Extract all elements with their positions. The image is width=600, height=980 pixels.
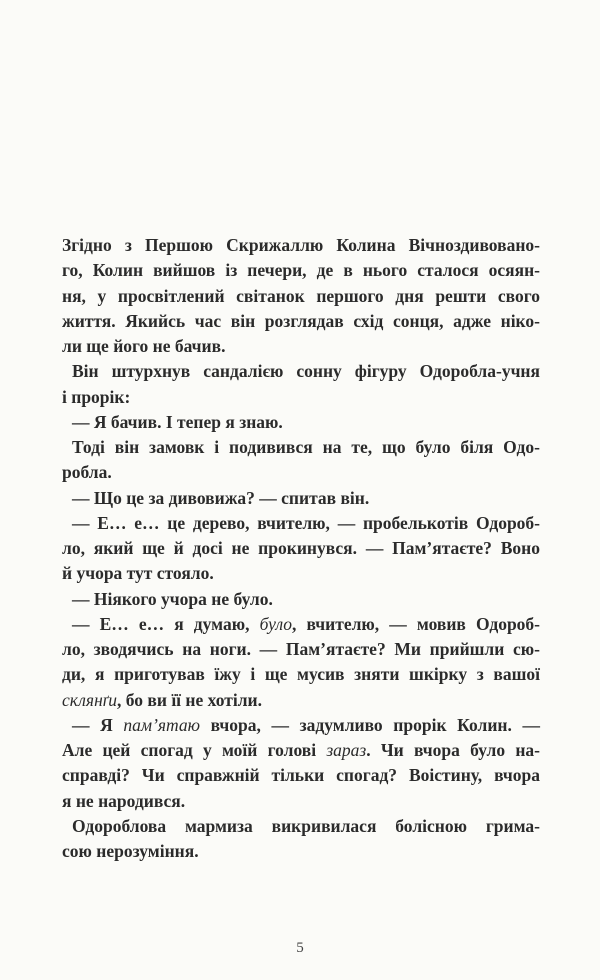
text-line	[62, 486, 540, 511]
italic-text: зараз	[326, 740, 367, 760]
text-line	[62, 637, 540, 662]
text-line	[62, 460, 540, 485]
body-text	[62, 233, 540, 864]
text-line	[62, 789, 540, 814]
text-line	[62, 536, 540, 561]
text-segment: го, Колин вийшов із печери, де в нього сталося осяян-	[62, 260, 540, 281]
text-segment: життя. Якийсь час він розглядав схід сонця, адже ніко-	[62, 310, 540, 331]
text-line	[62, 233, 540, 258]
text-segment: . Чи вчора було на-	[366, 740, 540, 760]
text-segment: Але цей спогад у моїй голові	[62, 740, 327, 760]
italic-text: пам’ятаю	[123, 714, 200, 735]
text-segment: вчора, — задумливо прорік Колин. —	[199, 714, 541, 735]
text-segment: сою нерозуміння.	[62, 841, 199, 861]
text-line	[62, 713, 540, 738]
text-segment: і прорік:	[62, 386, 131, 407]
text-segment: — Е… е… я думаю,	[72, 613, 260, 634]
text-segment: справді? Чи справжній тільки спогад? Воістину, вчора	[62, 765, 540, 786]
text-line	[62, 385, 540, 410]
text-line	[62, 839, 540, 864]
text-segment: я не народився.	[62, 790, 186, 811]
text-segment: ня, у просвітлений світанок першого дня решти свого	[62, 285, 540, 306]
text-line	[62, 612, 540, 637]
text-line	[62, 763, 540, 788]
text-segment: робла.	[62, 462, 112, 483]
text-line	[62, 284, 540, 309]
text-line	[62, 738, 540, 763]
text-line	[62, 688, 540, 713]
text-line	[62, 561, 540, 586]
italic-text: склянґи	[62, 689, 118, 710]
text-line	[62, 435, 540, 460]
text-segment: — Ніякого учора не було.	[72, 588, 273, 609]
text-line	[62, 410, 540, 435]
text-segment: , бо ви її не хотіли.	[117, 689, 262, 710]
text-segment: Він штурхнув сандалією сонну фігуру Одоробла-учня	[72, 361, 540, 382]
text-segment: — Я бачив. І тепер я знаю.	[72, 411, 283, 432]
text-line	[62, 587, 540, 612]
text-segment: — Е… е… це дерево, вчителю, — пробелькотів Одороб-	[72, 512, 540, 533]
text-segment: ло, зводячись на ноги. — Пам’ятаєте? Ми прийшли сю-	[62, 639, 540, 659]
page-number: 5	[296, 940, 304, 956]
text-line	[62, 309, 540, 334]
text-segment: , вчителю, — мовив Одороб-	[292, 613, 541, 634]
text-line	[62, 258, 540, 283]
text-segment: Згідно з Першою Скрижаллю Колина Вічноздивовано-	[62, 235, 540, 255]
text-line	[62, 359, 540, 384]
text-segment: — Я	[72, 714, 124, 735]
text-segment: й учора тут стояло.	[62, 563, 214, 584]
text-segment: Тоді він замовк і подивився на те, що було біля Одо-	[72, 437, 540, 457]
text-segment: ло, який ще й досі не прокинувся. — Пам’ятаєте? Воно	[62, 538, 540, 558]
text-line	[62, 511, 540, 536]
text-line	[62, 814, 540, 839]
text-segment: ди, я приготував їжу і ще мусив зняти шкірку з вашої	[62, 664, 540, 685]
text-segment: ли ще його не бачив.	[62, 336, 226, 356]
italic-text: було	[259, 613, 293, 634]
text-segment: Одороблова мармиза викривилася болісною грима-	[72, 815, 540, 836]
text-line	[62, 662, 540, 687]
text-segment: — Що це за дивовижа? — спитав він.	[72, 487, 370, 508]
text-line	[62, 334, 540, 359]
